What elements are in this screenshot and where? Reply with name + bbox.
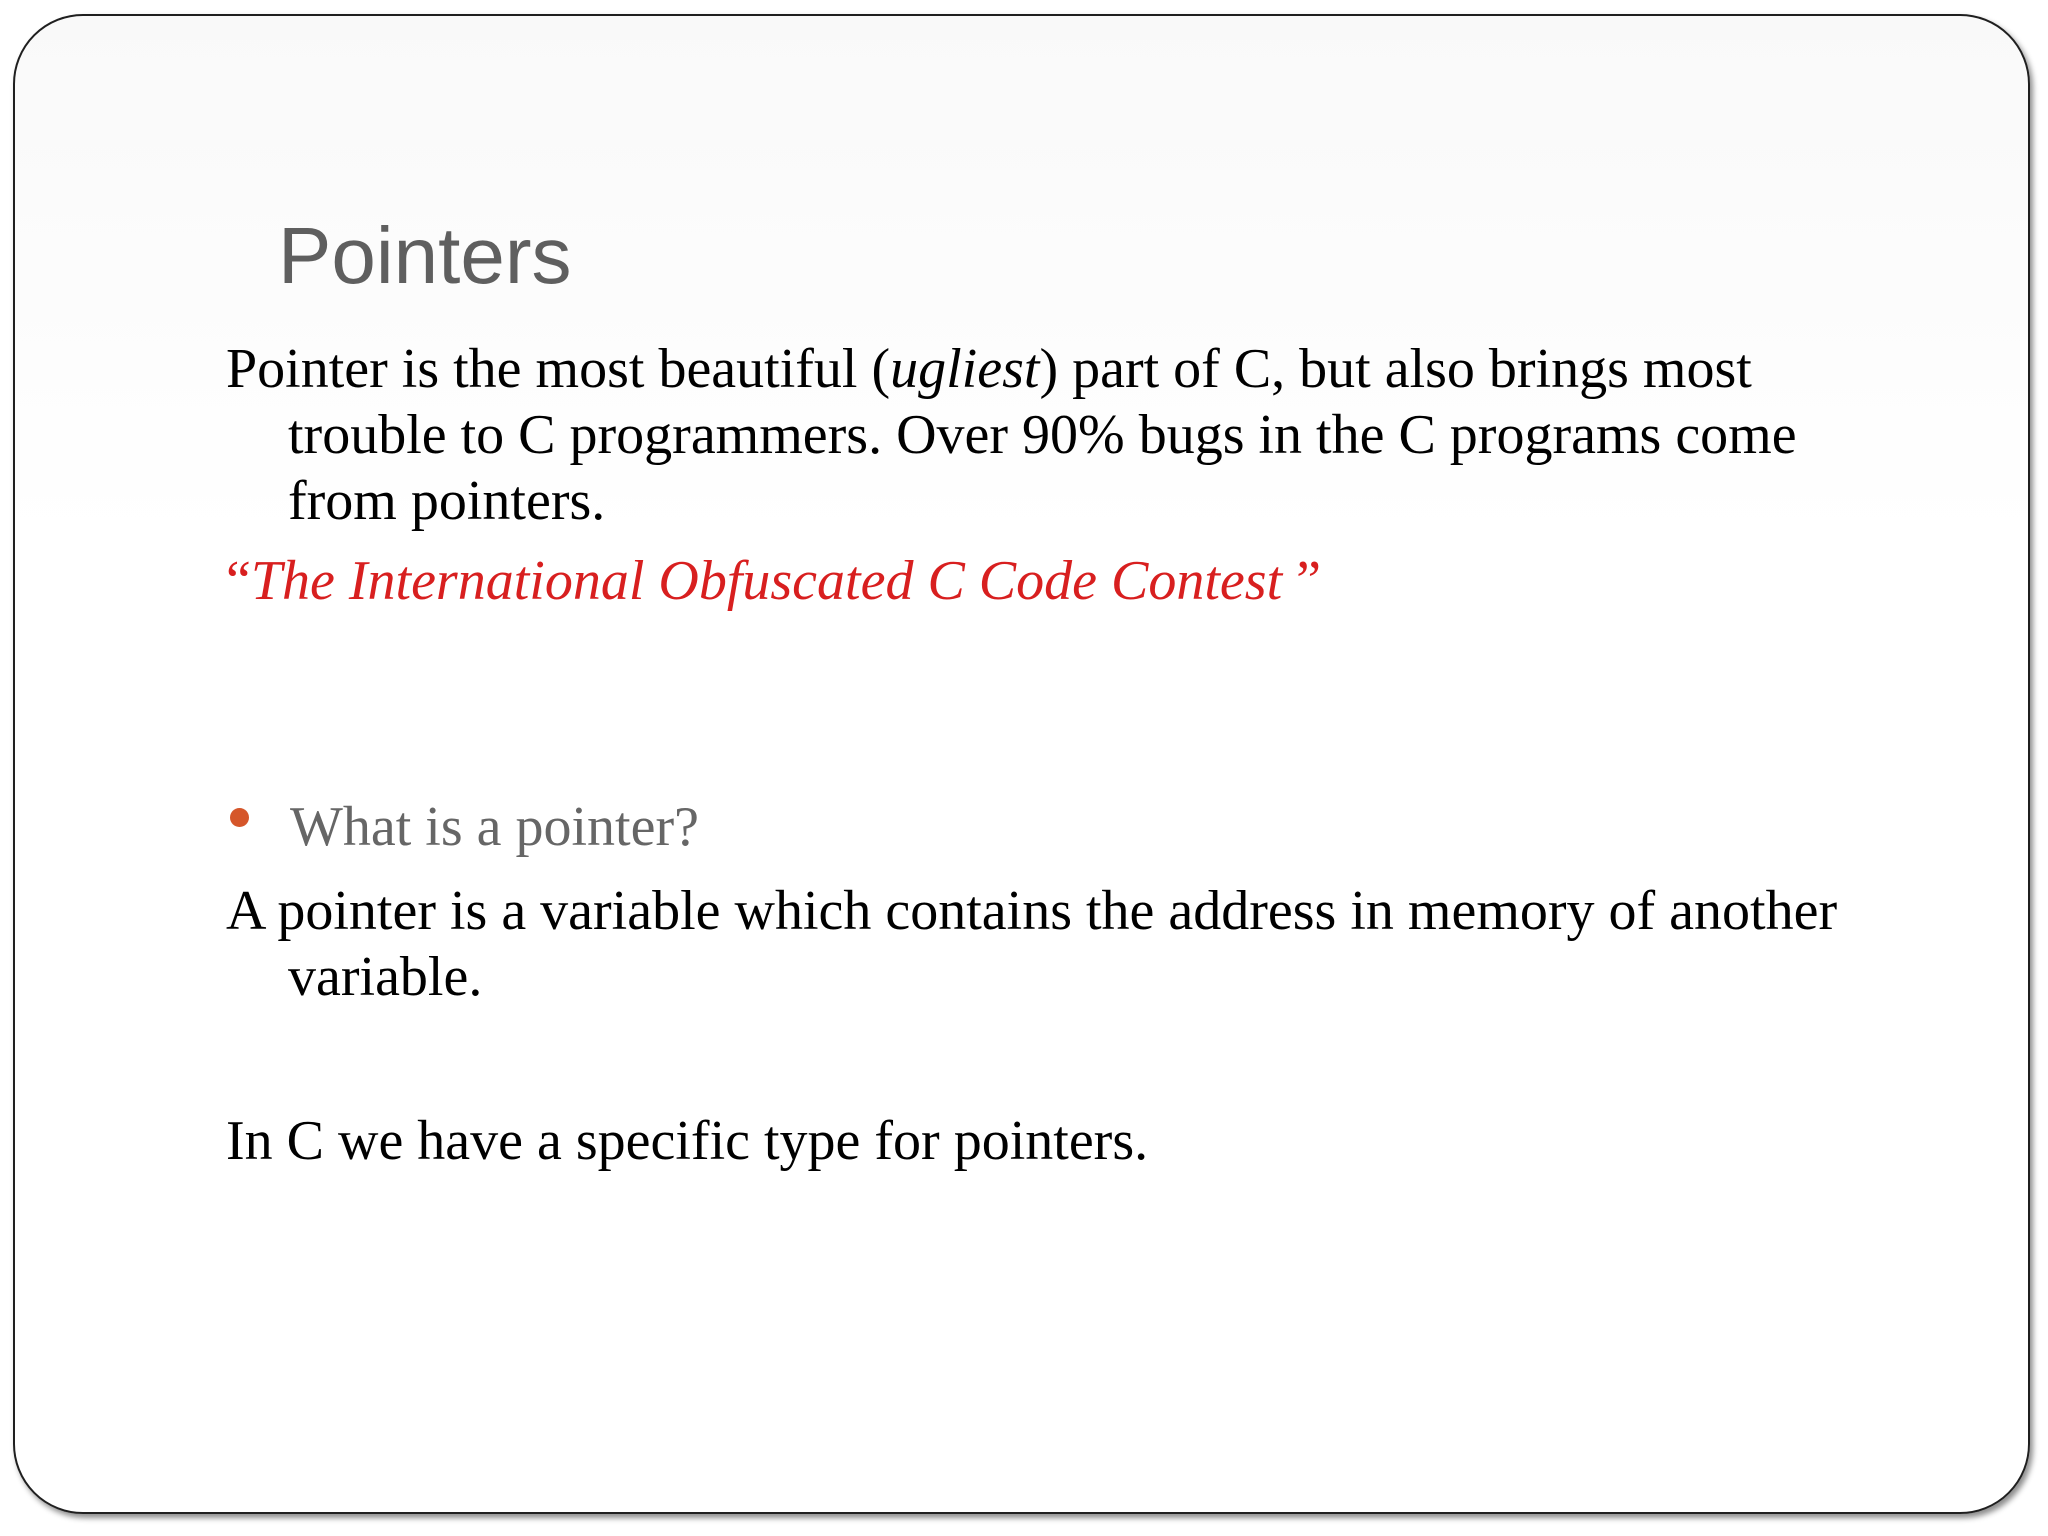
quote-text: The International Obfuscated C Code Contest <box>250 550 1297 612</box>
closing-paragraph: In C we have a specific type for pointers. <box>226 1110 1149 1172</box>
contest-quote <box>226 548 1321 614</box>
bullet-text: What is a pointer? <box>290 796 699 858</box>
slide-title: Pointers <box>278 211 572 300</box>
intro-text-before: Pointer is the most beautiful ( <box>226 338 891 400</box>
intro-paragraph <box>226 336 1916 534</box>
definition-paragraph: A pointer is a variable which contains the address in memory of another variable. <box>226 880 1838 1008</box>
quote-close-mark: ” <box>1296 550 1321 612</box>
intro-italic-word: ugliest <box>890 338 1040 400</box>
intro-text-after: ) part of C, but also brings most trouble to C programmers. Over 90% bugs in the C programs come from pointers. <box>288 338 1797 532</box>
bullet-dot-icon <box>230 808 249 827</box>
quote-open-mark: “ <box>226 550 251 612</box>
